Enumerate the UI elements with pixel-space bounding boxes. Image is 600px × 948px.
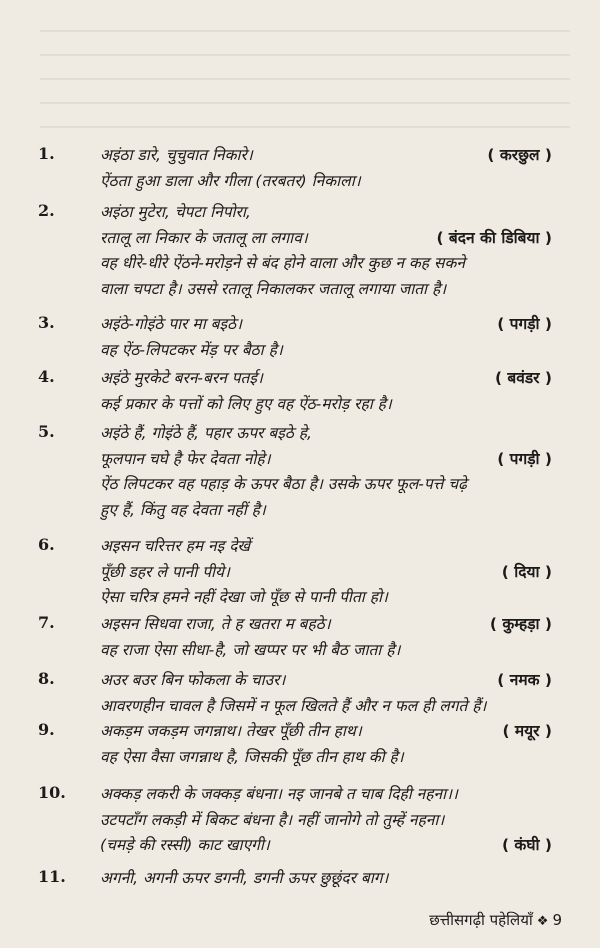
riddle-line: उटपटाँग लकड़ी में बिकट बंधना है। नहीं जानोगे तो तुम्हें नहना। (100, 810, 445, 829)
riddle-line: वह ऐंठ-लिपटकर मेंड़ पर बैठा है। (100, 340, 283, 359)
riddle-line: अइंठे हैं, गोइंठे हैं, पहार ऊपर बइठे हे, (100, 424, 312, 442)
riddle-line: (चमड़े की रस्सी) काट खाएगी। (100, 836, 270, 854)
riddle-answer: ( कंघी ) (501, 836, 552, 854)
footer-page-number: 9 (552, 911, 562, 929)
riddle-line: वाला चपटा है। उससे रतालू निकालकर जतालू लगाया जाता है। (100, 279, 447, 298)
riddle-line: कई प्रकार के पत्तों को लिए हुए वह ऐंठ-मरोड़ रहा है। (100, 394, 392, 413)
riddle-number: 2. (38, 201, 55, 220)
riddle-line: अइसन चरित्तर हम नइ देखें (100, 537, 251, 555)
riddle-number: 11. (38, 867, 66, 886)
riddle-line: वह धीरे-धीरे ऐंठने-मरोड़ने से बंद होने वाला और कुछ न कह सकने (100, 254, 465, 272)
riddle-number: 1. (38, 144, 55, 163)
riddle-number: 8. (38, 669, 55, 688)
riddle-answer: ( दिया ) (501, 562, 552, 581)
riddle-line: रतालू ला निकार के जतालू ला लगाव। (100, 228, 308, 247)
riddle-number: 4. (38, 367, 55, 386)
riddle-line: अउर बउर बिन फोकला के चाउर। (100, 671, 286, 689)
riddle-line: अक्कड़ लकरी के जक्कड़ बंधना। नइ जानबे त चाब दिही नहना।। (100, 785, 458, 803)
riddle-line: ऐंठ लिपटकर वह पहाड़ के ऊपर बैठा है। उसके ऊपर फूल-पत्ते चढ़े (100, 475, 467, 493)
riddle-line: अइंठे-गोइंठे पार मा बइठे। (100, 315, 242, 333)
bleed-through-text (40, 30, 570, 140)
riddle-line: हुए हैं, किंतु वह देवता नहीं है। (100, 500, 266, 519)
riddle-line: वह राजा ऐसा सीधा-है, जो खप्पर पर भी बैठ जाता है। (100, 640, 401, 659)
riddle-number: 3. (38, 313, 55, 332)
riddle-line: ऐसा चरित्र हमने नहीं देखा जो पूँछ से पानी पीता हो। (100, 588, 388, 606)
riddle-answer: ( मयूर ) (502, 722, 552, 740)
riddle-line: अगनी, अगनी ऊपर डगनी, डगनी ऊपर छुछूंदर बाग। (100, 869, 389, 887)
riddle-line: वह ऐसा वैसा जगन्नाथ है, जिसकी पूँछ तीन हाथ की है। (100, 747, 404, 766)
riddle-line: अइंठा डारे, चुचुवात निकारे। (100, 146, 253, 164)
riddle-answer: ( बवंडर ) (494, 369, 552, 387)
riddle-number: 7. (38, 613, 55, 632)
footer-ornament: ❖ (536, 914, 549, 929)
page-footer (429, 910, 562, 930)
riddle-line: अइसन सिधवा राजा, ते ह खतरा म बहठे। (100, 615, 331, 633)
riddle-answer: ( पगड़ी ) (497, 449, 552, 468)
riddle-answer: ( बंदन की डिबिया ) (436, 228, 552, 247)
riddle-number: 6. (38, 535, 55, 554)
footer-book-title: छत्तीसगढ़ी पहेलियाँ (429, 911, 533, 929)
riddle-line: ऐंठता हुआ डाला और गीला (तरबतर) निकाला। (100, 171, 361, 190)
riddle-answer: ( पगड़ी ) (497, 315, 552, 333)
riddle-line: आवरणहीन चावल है जिसमें न फूल खिलते हैं और न फल ही लगते हैं। (100, 696, 487, 715)
riddle-number: 5. (38, 422, 55, 441)
riddle-line: फूलपान चघे है फेर देवता नोहे। (100, 449, 271, 468)
riddle-line: अइंठे मुरकेटे बरन-बरन पतई। (100, 369, 263, 387)
riddle-line: अइंठा मुटेरा, चेपटा निपोरा, (100, 203, 251, 221)
riddle-line: अकड़म जकड़म जगन्नाथ। तेखर पूँछी तीन हाथ। (100, 722, 362, 740)
riddle-line: पूँछी डहर ले पानी पीये। (100, 562, 230, 581)
riddle-number: 9. (38, 720, 55, 739)
riddle-answer: ( नमक ) (497, 671, 552, 689)
riddle-answer: ( कुम्हड़ा ) (489, 615, 552, 633)
riddle-answer: ( करछुल ) (487, 146, 552, 164)
riddle-number: 10. (38, 783, 66, 802)
